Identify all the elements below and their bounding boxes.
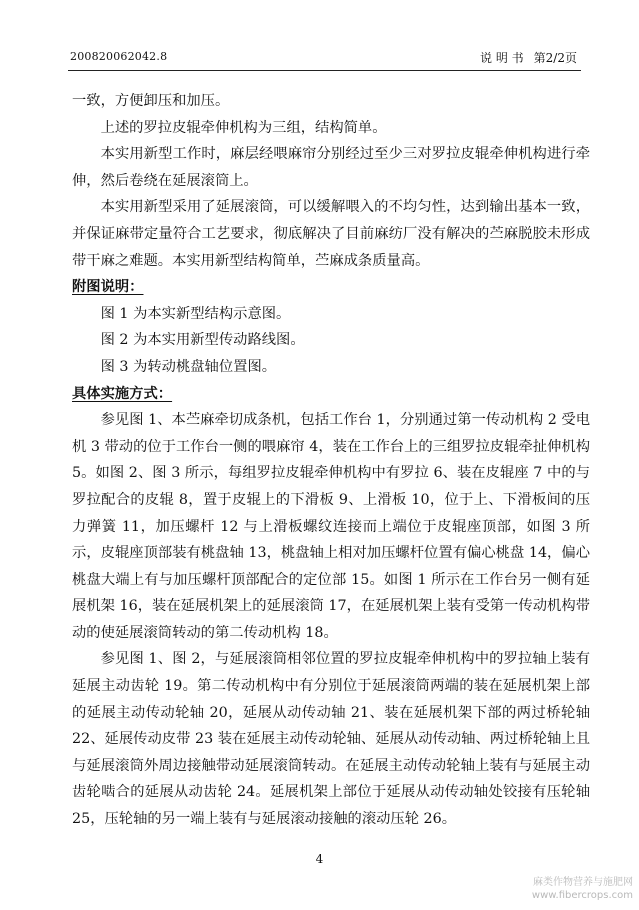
watermark [532,876,633,902]
section-heading-figures: 附图说明： [72,279,144,296]
watermark-url: www.fibercrops.com [531,890,633,901]
paragraph: 上述的罗拉皮辊牵伸机构为三组，结构简单。 [100,119,387,136]
page-body [72,88,590,833]
paragraph: 本实用新型采用了延展滚筒，可以缓解喂入的不均匀性，达到输出基本一致，并保证麻带定量符合工艺要求，彻底解决了目前麻纺厂没有解决的苎麻脱胶未形成带干麻之难题。本实用新型结构简单，苎麻成条质量高。 [72,199,590,269]
document-number: 200820062042.8 [70,50,168,63]
header-rule [68,70,581,71]
page-info: 第2/2页 [533,51,577,65]
watermark-site-name: 麻类作物营养与施肥网 [533,877,633,888]
document-type: 说 明 书 [480,51,524,65]
paragraph: 本实用新型工作时，麻层经喂麻帘分别经过至少三对罗拉皮辊牵伸机构进行牵伸，然后卷绕在延展滚筒上。 [72,146,590,189]
paragraph-continuation: 一致，方便卸压和加压。 [72,93,230,109]
section-heading-embodiment: 具体实施方式： [72,385,173,402]
header-right [480,49,577,66]
figure-caption-line: 图 3 为转动桃盘轴位置图。 [100,358,277,375]
paragraph: 参见图 1、本苎麻牵切成条机，包括工作台 1，分别通过第一传动机构 2 受电机 3 带动的位于工作台一侧的喂麻帘 4，装在工作台上的三组罗拉皮辊牵扯伸机构 5。如图 2、图 3 所示，每组罗拉皮辊牵伸机构中有罗拉 6、装在皮辊座 7 中的与罗拉配合的皮辊 8，置于皮辊上的下滑板 9、上滑板 10，位于上、下滑板间的压力弹簧 11，加压螺杆 12 与上滑板螺纹连接而上端位于皮辊座顶部，如图 3 所示，皮辊座顶部装有桃盘轴 13，桃盘轴上相对加压螺杆位置有偏心桃盘 14，偏心桃盘大端上有与加压螺杆顶部配合的定位部 15。如图 1 所示在工作台另一侧有延展机架 16，装在延展机架上的延展滚筒 17，在延展机架上装有受第一传动机构带动的使延展滚筒转动的第二传动机构 18。 [72,412,590,641]
figure-caption-line: 图 1 为本实新型结构示意图。 [100,305,291,322]
page-number: 4 [315,852,324,866]
figure-caption-line: 图 2 为本实用新型传动路线图。 [100,332,305,349]
paragraph: 参见图 1、图 2，与延展滚筒相邻位置的罗拉皮辊牵伸机构中的罗拉轴上装有延展主动齿轮 19。第二传动机构中有分别位于延展滚筒两端的装在延展机架上部的延展主动传动轮轴 20，延展从动传动轴 21、装在延展机架下部的两过桥轮轴 22、延展传动皮带 23 装在延展主动传动轮轴、延展从动传动轴、两过桥轮轴上且与延展滚筒外周边接触带动延展滚筒转动。在延展主动传动轮轴上装有与延展主动齿轮啮合的延展从动齿轮 24。延展机架上部位于延展从动传动轴处铰接有压轮轴 25，压轮轴的另一端上装有与延展滚动接触的滚动压轮 26。 [72,651,590,828]
